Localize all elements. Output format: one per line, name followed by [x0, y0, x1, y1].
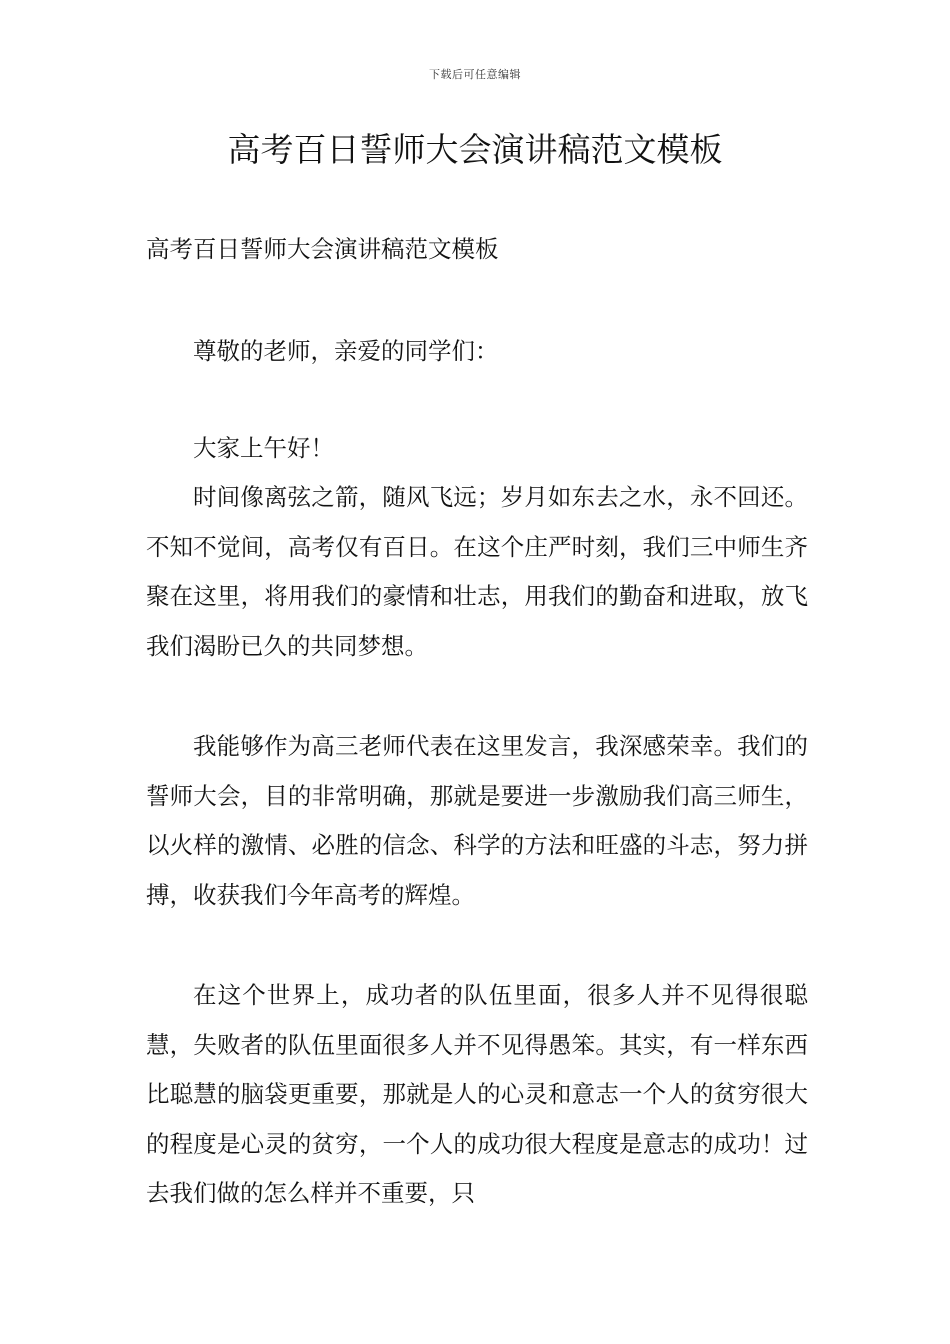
salutation-line: 大家上午好！ [193, 434, 334, 462]
body-paragraph: 时间像离弦之箭，随风飞远；岁月如东去之水，永不回还。不知不觉间，高考仅有百日。在这个庄严时刻，我们三中师生齐聚在这里，将用我们的豪情和壮志，用我们的勤奋和进取，放飞我们渴盼已久的共同梦想。 [146, 483, 808, 660]
body-paragraph: 我能够作为高三老师代表在这里发言，我深感荣幸。我们的誓师大会，目的非常明确，那就是要进一步激励我们高三师生，以火样的激情、必胜的信念、科学的方法和旺盛的斗志，努力拼搏，收获我们今年高考的辉煌。 [146, 732, 808, 909]
body-paragraph: 在这个世界上，成功者的队伍里面，很多人并不见得很聪慧，失败者的队伍里面很多人并不见得愚笨。其实，有一样东西比聪慧的脑袋更重要，那就是人的心灵和意志一个人的贫穷很大的程度是心灵的贫穷，一个人的成功很大程度是意志的成功！过去我们做的怎么样并不重要，只 [146, 981, 808, 1207]
document-title: 高考百日誓师大会演讲稿范文模板 [227, 130, 723, 169]
header-note: 下载后可任意编辑 [429, 68, 521, 81]
greeting-line: 尊敬的老师，亲爱的同学们： [193, 337, 499, 365]
document-subtitle: 高考百日誓师大会演讲稿范文模板 [146, 235, 499, 263]
